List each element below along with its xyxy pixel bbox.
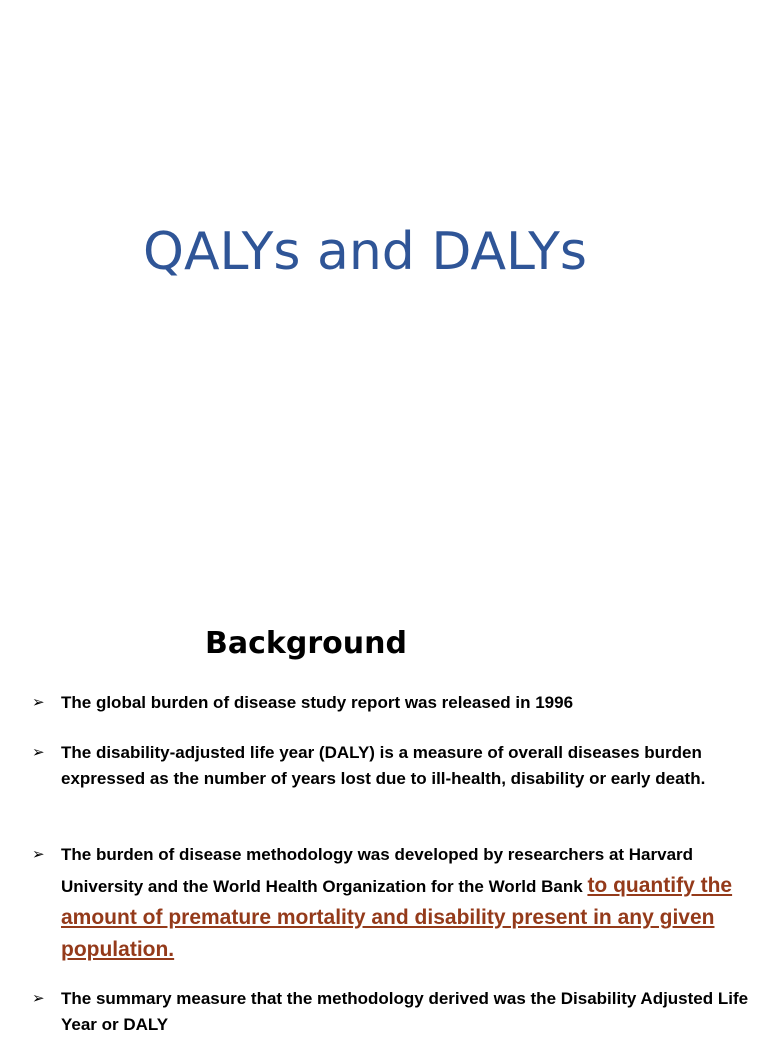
arrow-bullet-icon: ➢: [32, 846, 45, 863]
arrow-bullet-icon: ➢: [32, 694, 45, 711]
bullet-text: The global burden of disease study report was released in 1996: [61, 693, 574, 712]
arrow-bullet-icon: ➢: [32, 744, 45, 761]
bullet-text-with-emphasis: [61, 839, 751, 966]
bullet-text: The summary measure that the methodology derived was the Disability Adjusted Life Year or DALY: [61, 989, 749, 1034]
arrow-bullet-icon: ➢: [32, 990, 45, 1007]
bullet-text: The burden of disease methodology was developed by researchers at Harvard University and the World Health Organization for the World Bank: [61, 845, 694, 896]
slide-title: QALYs and DALYs: [143, 222, 587, 282]
section-heading: Background: [205, 626, 407, 661]
bullet-text: The disability-adjusted life year (DALY) is a measure of overall diseases burden expressed as the number of years lost due to ill-health, disability or early death.: [61, 743, 706, 788]
emphasized-text: to quantify the amount of premature mortality and disability present in any given population.: [61, 874, 733, 961]
